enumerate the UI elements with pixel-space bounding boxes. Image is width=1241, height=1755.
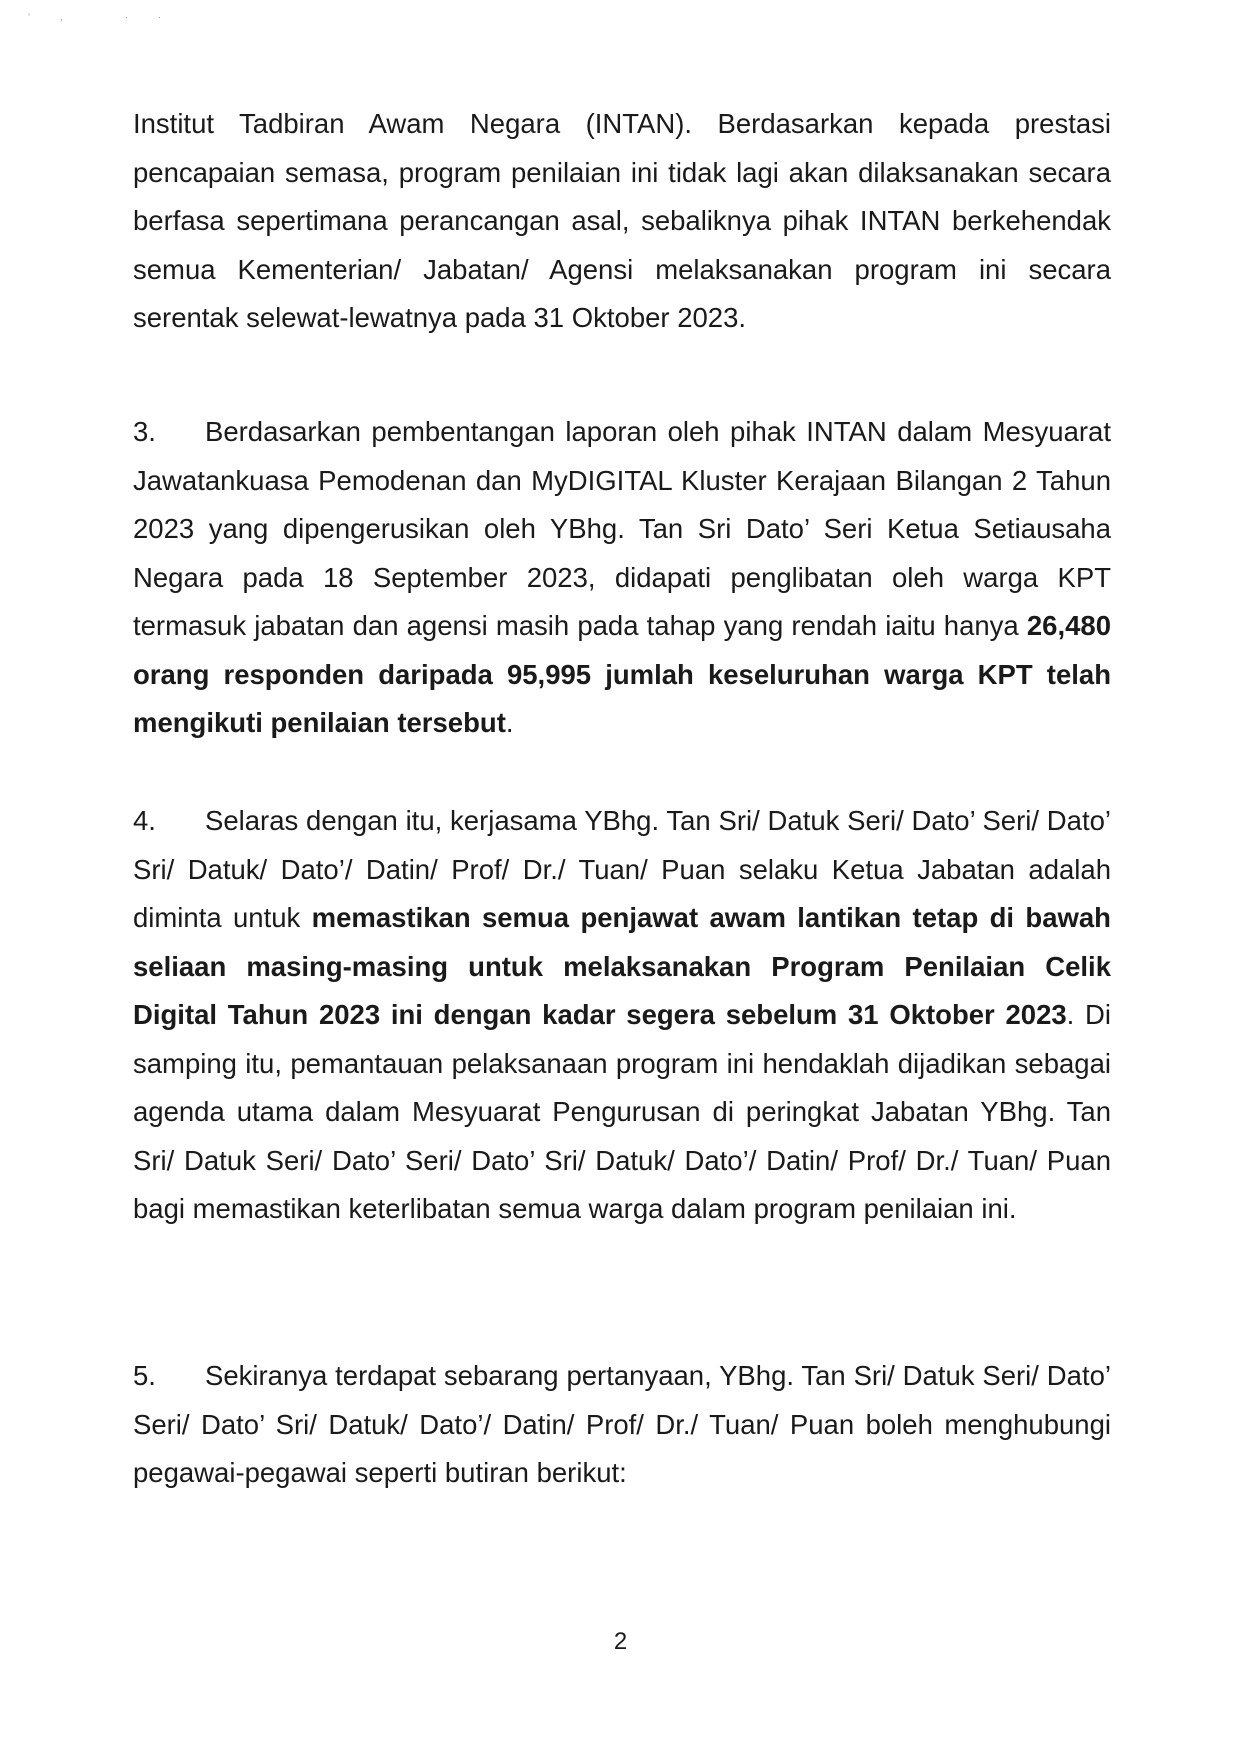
paragraph-text: Berdasarkan pembentangan laporan oleh pihak INTAN dalam Mesyuarat Jawatankuasa Pemodenan dan MyDIGITAL Kluster Kerajaan Bilangan 2 Tahun 2023 yang dipengerusikan oleh YBhg. Tan Sri Dato’ Seri Ketua Setiausaha Negara pada 18 September 2023, didapati penglibatan oleh warga KPT termasuk jabatan dan agensi masih pada tahap yang rendah iaitu hanya [133, 416, 1111, 641]
intro-paragraph [133, 100, 1111, 343]
paragraph-number: 5. [133, 1360, 156, 1391]
paragraph-bold-text: memastikan semua penjawat awam lantikan tetap di bawah seliaan masing-masing untuk melaksanakan Program Penilaian Celik Digital Tahun 2023 ini dengan kadar segera sebelum 31 Oktober 2023 [133, 902, 1111, 1030]
intro-text: Institut Tadbiran Awam Negara (INTAN). Berdasarkan kepada prestasi pencapaian semasa, program penilaian ini tidak lagi akan dilaksanakan secara berfasa sepertimana perancangan asal, sebaliknya pihak INTAN berkehendak semua Kementerian/ Jabatan/ Agensi melaksanakan program ini secara serentak selewat-lewatnya pada 31 Oktober 2023. [133, 108, 1111, 333]
paragraph-3 [133, 408, 1111, 748]
scan-artifact-marks: ’, ·· [28, 12, 191, 22]
paragraph-text-end: . Di samping itu, pemantauan pelaksanaan program ini hendaklah dijadikan sebagai agenda utama dalam Mesyuarat Pengurusan di peringkat Jabatan YBhg. Tan Sri/ Datuk Seri/ Dato’ Seri/ Dato’ Sri/ Datuk/ Dato’/ Datin/ Prof/ Dr./ Tuan/ Puan bagi memastikan keterlibatan semua warga dalam program penilaian ini. [133, 999, 1111, 1224]
paragraph-number: 3. [133, 416, 156, 447]
page-number: 2 [613, 1628, 628, 1655]
paragraph-text: Selaras dengan itu, kerjasama YBhg. Tan Sri/ Datuk Seri/ Dato’ Seri/ Dato’ Sri/ Datuk/ Dato’/ Datin/ Prof/ Dr./ Tuan/ Puan selaku Ketua Jabatan adalah diminta untuk [133, 805, 1111, 933]
paragraph-text-end: . [505, 707, 514, 738]
paragraph-5 [133, 1352, 1111, 1498]
paragraph-bold-text: 26,480 orang responden daripada 95,995 jumlah keseluruhan warga KPT telah mengikuti penilaian tersebut [133, 610, 1111, 738]
paragraph-4 [133, 797, 1111, 1234]
paragraph-number: 4. [133, 805, 156, 836]
paragraph-text: Sekiranya terdapat sebarang pertanyaan, YBhg. Tan Sri/ Datuk Seri/ Dato’ Seri/ Dato’ Sri/ Datuk/ Dato’/ Datin/ Prof/ Dr./ Tuan/ Puan boleh menghubungi pegawai-pegawai seperti butiran berikut: [133, 1360, 1111, 1488]
